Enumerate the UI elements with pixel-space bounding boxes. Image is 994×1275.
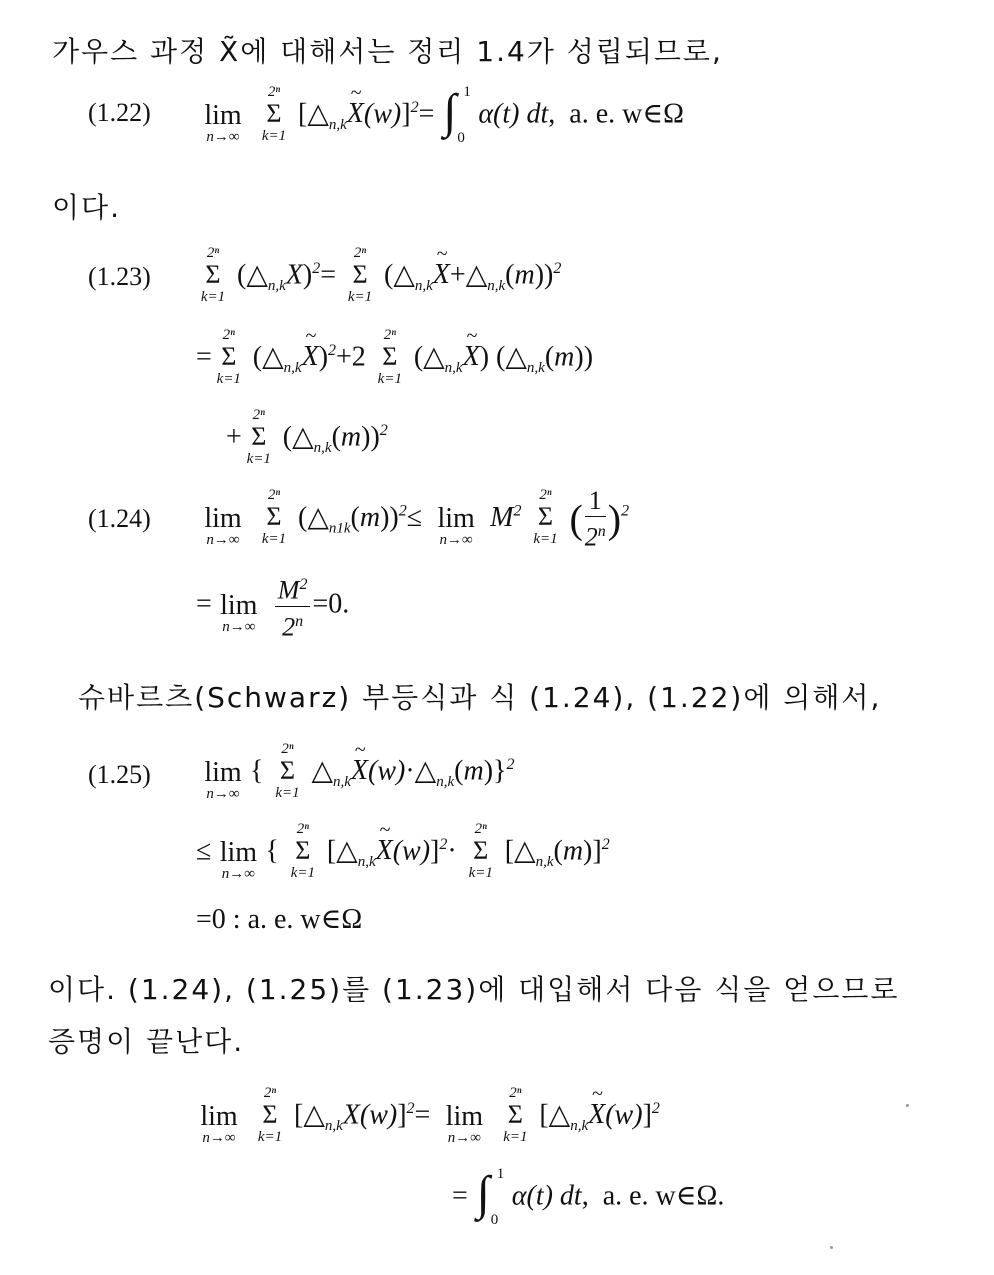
equation-1-23-line-3: + 2ⁿ Σ k=1 $(\triangle_{n,k}(m))^2$ [226, 407, 388, 467]
substitute-text: 이다. (1.24), (1.25)를 (1.23)에 대입해서 다음 식을 얻으므로 [48, 973, 900, 1006]
equation-1-23-line-2: = 2ⁿ Σ k=1 ($\triangle_{n,k}\sim$ X)$^2$+2 2ⁿ Σ k=1 ($\triangle_{n,k}\sim$ X) $(\triangle_{n,k}(m))$ [196, 328, 593, 390]
equation-number-1-22: (1.22) [88, 98, 151, 127]
equation-1-25-line-3: =0 : a. e. w∈Ω [196, 904, 363, 935]
equation-1-23-line-1: 2ⁿ Σ k=1 $(\triangle_{n,k}X)^2=$ 2ⁿ Σ k=1 ($\triangle_{n,k}\sim$ $X+\triangle_{n,k}(m))^2$ [196, 246, 561, 308]
equation-1-24-line-2: = lim n→∞ $\frac{M^2}{2^n}$ =0. [196, 570, 349, 642]
intro-text: 가우스 과정 X̃에 대해서는 정리 1.4가 성립되므로, [52, 35, 723, 68]
equation-1-22: lim n→∞ 2ⁿ Σ k=1 [$\triangle_{n,k}\sim$ X(w)]$^2$= ∫ 1 0 α(t) dt, a. e. w∈Ω [196, 84, 684, 148]
final-equation-line-2: = ∫ 1 0 α(t) dt, a. e. w∈Ω. [452, 1166, 725, 1228]
equation-number-1-23: (1.23) [88, 262, 151, 291]
equation-number-1-24: (1.24) [88, 504, 151, 533]
final-equation-line-1: lim n→∞ 2ⁿ Σ k=1 $[\triangle_{n,k}X(w)]^2=$ lim n→∞ 2ⁿ Σ k=1 [$\triangle_{n,k}\sim$ X(w)]$^2$ [192, 1086, 660, 1148]
conclusion-text-1: 이다. [52, 191, 121, 224]
schwarz-text: 슈바르츠(Schwarz) 부등식과 식 (1.24), (1.22)에 의해서, [78, 681, 882, 714]
scan-speck [906, 1104, 909, 1107]
equation-1-25-line-2: ≤ lim n→∞ { 2ⁿ Σ k=1 [$\triangle_{n,k}\sim$ X(w)]$^2$· 2ⁿ Σ k=1 $[\triangle_{n,k}(m)]^2$ [196, 822, 610, 884]
equation-number-1-25: (1.25) [88, 760, 151, 789]
equation-1-24-line-1: lim n→∞ 2ⁿ Σ k=1 $(\triangle_{n1k}(m))^2\le$ lim n→∞ $M^2$ 2ⁿ Σ k=1 ( $\frac{1}{2^n}$ )$^2$ [204, 486, 630, 552]
equation-1-25-line-1: lim n→∞ { 2ⁿ Σ k=1 $\triangle_{n,k}\sim$ $X(w)\cdot\triangle_{n,k}(m)\}^2$ [196, 742, 514, 804]
scan-speck [830, 1246, 833, 1249]
proof-end-text: 증명이 끝난다. [48, 1025, 245, 1058]
